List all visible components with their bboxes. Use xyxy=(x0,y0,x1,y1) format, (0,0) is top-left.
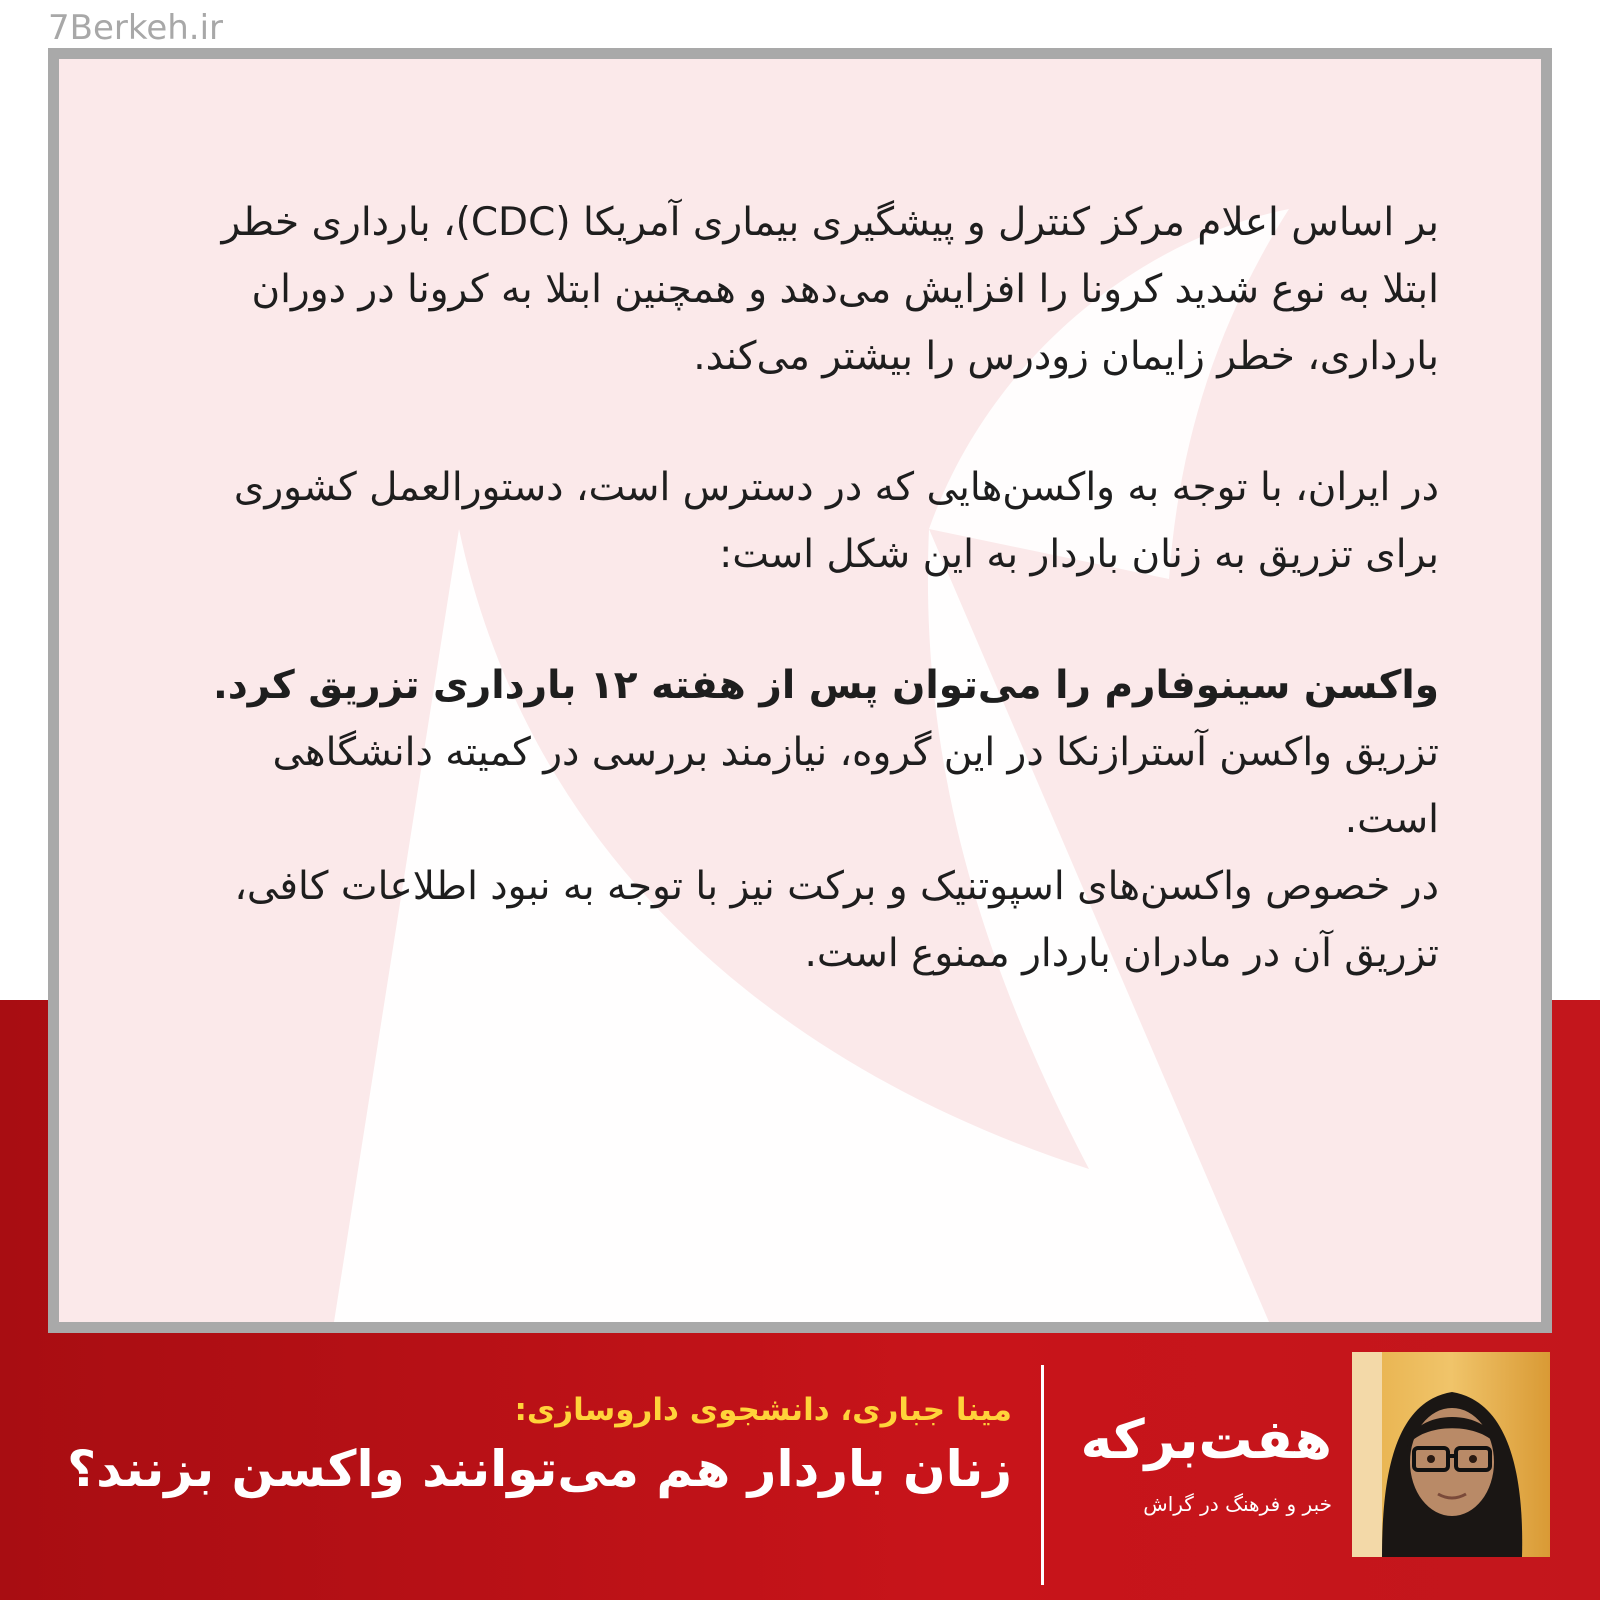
speaker-portrait xyxy=(1352,1352,1550,1557)
footer-divider xyxy=(1041,1365,1044,1585)
headline: زنان باردار هم می‌توانند واکسن بزنند؟ xyxy=(67,1440,1012,1498)
paragraph-sputnik-barekat: در خصوص واکسن‌های اسپوتنیک و برکت نیز با توجه به نبود اطلاعات کافی، تزریق آن در مادران باردار ممنوع است. xyxy=(234,864,1439,976)
brand-tagline: خبر و فرهنگ در گراش xyxy=(1143,1492,1332,1516)
content-card xyxy=(48,48,1552,1333)
paragraph-gap xyxy=(209,390,1439,454)
paragraph-sinopharm: واکسن سینوفارم را می‌توان پس از هفته ۱۲ بارداری تزریق کرد. xyxy=(212,663,1439,708)
paragraph-cdc: بر اساس اعلام مرکز کنترل و پیشگیری بیماری آمریکا (CDC)، بارداری خطر ابتلا به نوع شدید کرونا را افزایش می‌دهد و همچنین ابتلا به کرونا در دوران بارداری، خطر زایمان زودرس را بیشتر می‌کند. xyxy=(221,200,1439,379)
brand-logo-text: هفت‌برکه xyxy=(1080,1408,1332,1471)
article-text xyxy=(209,189,1439,987)
paragraph-astrazeneca: تزریق واکسن آسترازنکا در این گروه، نیازمند بررسی در کمیته دانشگاهی است. xyxy=(272,730,1439,842)
paragraph-iran-guideline: در ایران، با توجه به واکسن‌هایی که در دسترس است، دستورالعمل کشوری برای تزریق به زنان باردار به این شکل است: xyxy=(233,465,1439,577)
speaker-subtitle: مینا جباری، دانشجوی داروسازی: xyxy=(514,1392,1012,1428)
paragraph-gap xyxy=(209,588,1439,652)
site-watermark: 7Berkeh.ir xyxy=(48,8,224,48)
portrait-illustration xyxy=(1352,1352,1550,1557)
